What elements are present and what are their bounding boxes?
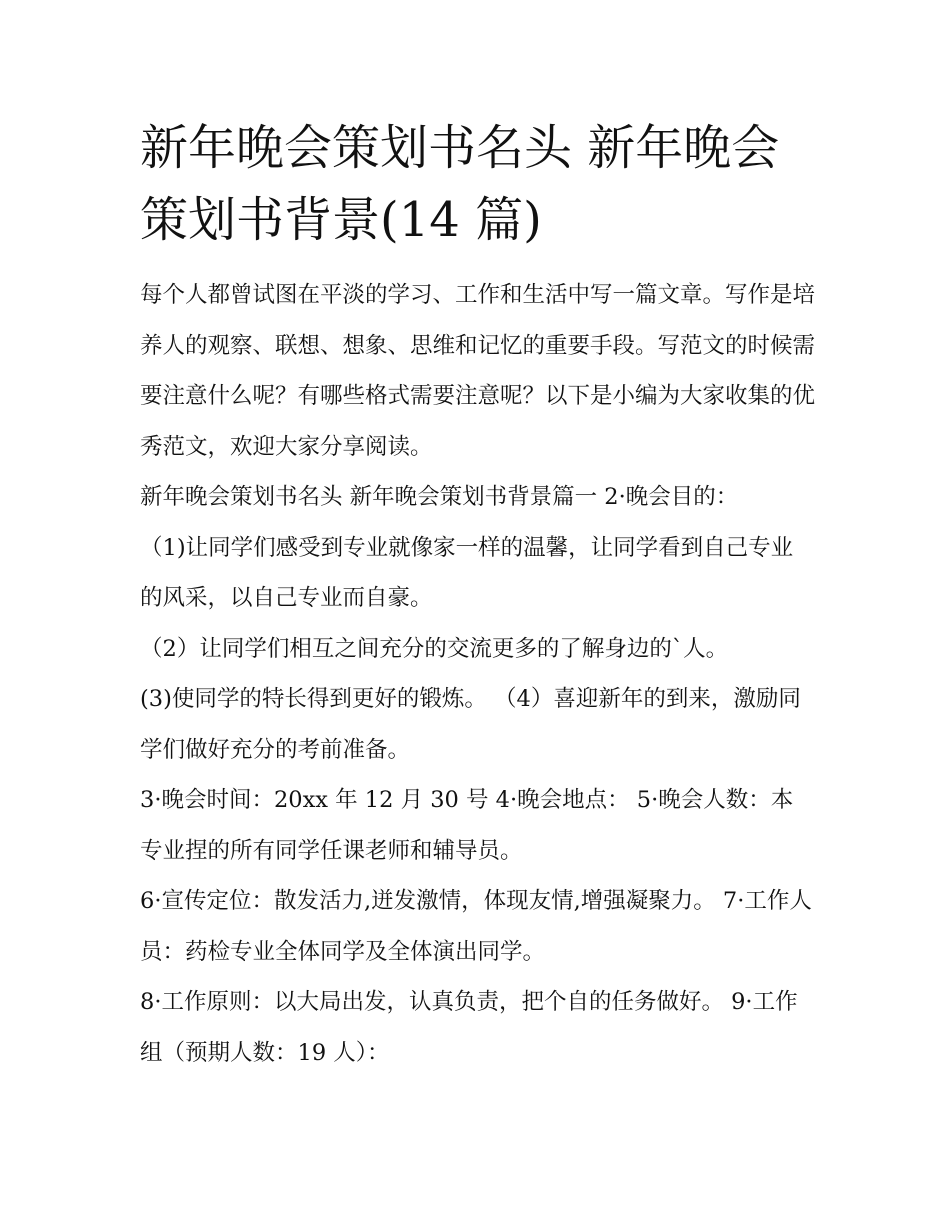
principle-group-paragraph: 8·工作原则：以大局出发，认真负责，把个自的任务做好。 9·工作组（预期人数：19 人）： — [140, 989, 798, 1066]
document-page — [140, 112, 815, 1078]
goal-2-paragraph: （2）让同学们相互之间充分的交流更多的了解身边的`人。 — [140, 635, 729, 662]
time-place-people-paragraph: 3·晚会时间：20xx 年 12 月 30 号 4·晚会地点： 5·晚会人数：本专业捏的所有同学任课老师和辅导员。 — [140, 787, 794, 864]
goal-1-paragraph: （1)让同学们感受到专业就像家一样的温馨，让同学看到自己专业的风采，以自己专业而自豪。 — [140, 534, 794, 611]
section-heading-paragraph: 新年晚会策划书名头 新年晚会策划书背景篇一 2·晚会目的： — [140, 484, 739, 510]
intro-paragraph: 每个人都曾试图在平淡的学习、工作和生活中写一篇文章。写作是培养人的观察、联想、想象、思维和记忆的重要手段。写范文的时候需要注意什么呢？有哪些格式需要注意呢？以下是小编为大家收集的优秀范文，欢迎大家分享阅读。 — [140, 282, 816, 460]
publicity-staff-paragraph: 6·宣传定位：散发活力,迸发激情，体现友情,增强凝聚力。 7·工作人员：药检专业全体同学及全体演出同学。 — [140, 888, 812, 965]
goal-3-4-paragraph: (3)使同学的特长得到更好的锻炼。 （4）喜迎新年的到来，激励同学们做好充分的考前准备。 — [140, 686, 801, 763]
document-title: 新年晚会策划书名头 新年晚会策划书背景(14 篇) — [140, 120, 780, 248]
